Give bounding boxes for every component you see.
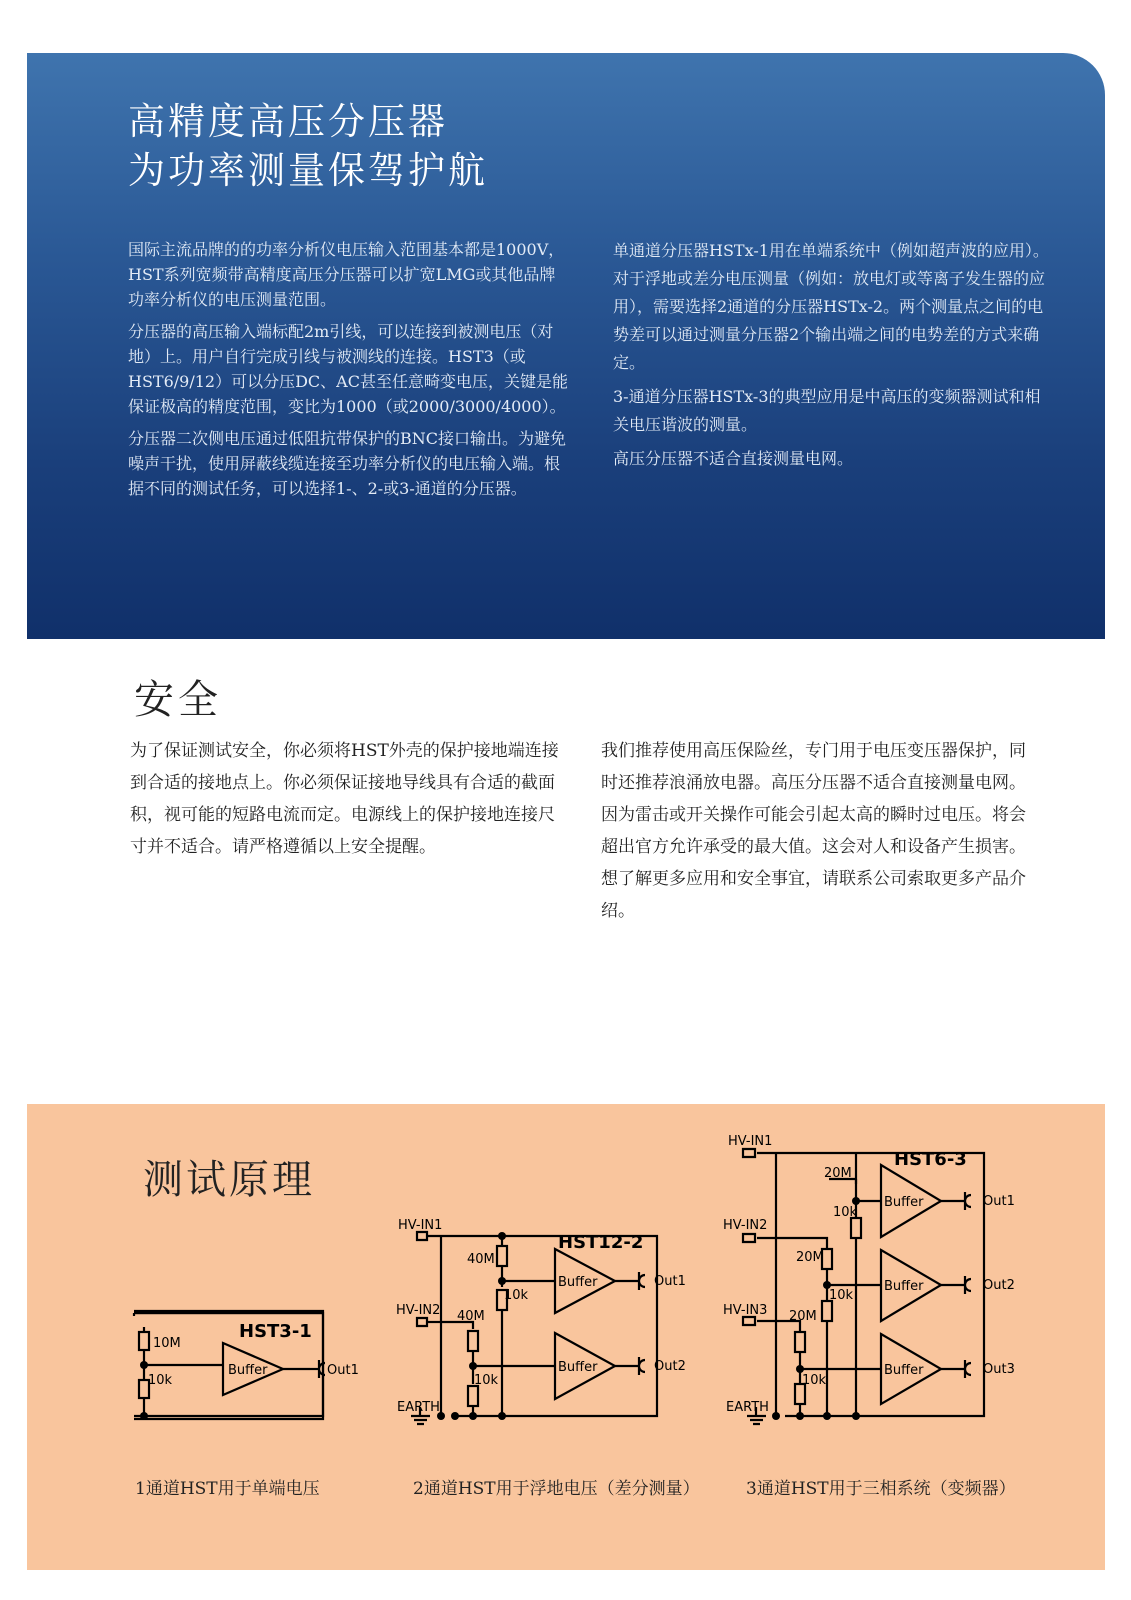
hero-paragraph: 分压器的高压输入端标配2m引线，可以连接到被测电压（对地）上。用户自行完成引线与被测线的连接。HST3（或HST6/9/12）可以分压DC、AC甚至任意畸变电压，关键是能保证极高的精度范围，变比为1000（或2000/3000/4000）。	[128, 322, 568, 416]
circuit-diagrams	[27, 1104, 1105, 1570]
hst12-2-in1: HV-IN1	[398, 1218, 443, 1233]
principle-title: 测试原理	[143, 1157, 315, 1203]
diagram1-caption: 1通道HST用于单端电压	[135, 1479, 320, 1499]
hero-banner	[27, 53, 1105, 639]
hero-title	[128, 97, 488, 195]
hst6-3-r3-low: 10k	[802, 1373, 827, 1388]
hst6-3-r2-high: 20M	[796, 1250, 824, 1265]
hst3-1-out1: Out1	[327, 1363, 359, 1378]
hst12-2-in2: HV-IN2	[396, 1303, 441, 1318]
hero-title-line2: 为功率测量保驾护航	[128, 149, 488, 192]
hero-right-column	[613, 237, 1053, 479]
hst3-1-buffer: Buffer	[228, 1363, 268, 1378]
diagram3-caption: 3通道HST用于三相系统（变频器）	[746, 1479, 1016, 1499]
hst6-3-buffer1: Buffer	[884, 1195, 924, 1210]
safety-left-text: 为了保证测试安全，你必须将HST外壳的保护接地端连接到合适的接地点上。你必须保证接地导线具有合适的截面积，视可能的短路电流而定。电源线上的保护接地连接尺寸并不适合。请严格遵循以上安全提醒。	[130, 741, 559, 857]
safety-title: 安全	[134, 677, 222, 723]
hst12-2-r1-low: 10k	[504, 1288, 529, 1303]
hst12-2-buffer1: Buffer	[558, 1275, 598, 1290]
hst6-3-out1: Out1	[983, 1194, 1015, 1209]
hst3-1-r-low: 10k	[148, 1373, 173, 1388]
hst6-3-buffer2: Buffer	[884, 1279, 924, 1294]
hero-paragraph: 3-通道分压器HSTx-3的典型应用是中高压的变频器测试和相关电压谐波的测量。	[613, 387, 1041, 434]
hst12-2-out2: Out2	[654, 1359, 686, 1374]
hero-paragraph: 高压分压器不适合直接测量电网。	[613, 449, 854, 468]
hst3-1-model: HST3-1	[239, 1321, 312, 1342]
hst6-3-r1-high: 20M	[824, 1166, 852, 1181]
hero-left-column	[128, 237, 568, 508]
hst6-3-r2-low: 10k	[829, 1288, 854, 1303]
diagram-hst12-2	[411, 1236, 657, 1424]
hst6-3-in2: HV-IN2	[723, 1218, 768, 1233]
hst6-3-model: HST6-3	[894, 1149, 967, 1170]
hero-paragraph: 单通道分压器HSTx-1用在单端系统中（例如超声波的应用）。对于浮地或差分电压测量（例如：放电灯或等离子发生器的应用），需要选择2通道的分压器HSTx-2。两个测量点之间的电势差可以通过测量分压器2个输出端之间的电势差的方式来确定。	[613, 241, 1049, 372]
hst12-2-buffer2: Buffer	[558, 1360, 598, 1375]
hst12-2-earth: EARTH	[397, 1400, 440, 1415]
hero-paragraph: 国际主流品牌的的功率分析仪电压输入范围基本都是1000V，HST系列宽频带高精度高压分压器可以扩宽LMG或其他品牌功率分析仪的电压测量范围。	[128, 240, 565, 309]
hst6-3-in3: HV-IN3	[723, 1303, 768, 1318]
test-principle-section	[27, 1104, 1105, 1570]
hst12-2-out1: Out1	[654, 1274, 686, 1289]
hst6-3-earth: EARTH	[726, 1400, 769, 1415]
hst6-3-buffer3: Buffer	[884, 1363, 924, 1378]
hst12-2-r2-high: 40M	[457, 1309, 485, 1324]
hst6-3-in1: HV-IN1	[728, 1134, 773, 1149]
hst6-3-out3: Out3	[983, 1362, 1015, 1377]
safety-right-text: 我们推荐使用高压保险丝，专门用于电压变压器保护，同时还推荐浪涌放电器。高压分压器不适合直接测量电网。因为雷击或开关操作可能会引起太高的瞬时过电压。将会超出官方允许承受的最大值。这会对人和设备产生损害。想了解更多应用和安全事宜，请联系公司索取更多产品介绍。	[601, 741, 1026, 921]
diagram2-caption: 2通道HST用于浮地电压（差分测量）	[413, 1479, 700, 1499]
hst6-3-out2: Out2	[983, 1278, 1015, 1293]
hst6-3-r1-low: 10k	[833, 1205, 858, 1220]
hst12-2-r2-low: 10k	[474, 1373, 499, 1388]
hst12-2-r1-high: 40M	[467, 1252, 495, 1267]
hst3-1-r-high: 10M	[153, 1336, 181, 1351]
hst12-2-model: HST12-2	[558, 1232, 644, 1253]
hero-title-line1: 高精度高压分压器	[128, 100, 448, 143]
hst6-3-r3-high: 20M	[789, 1309, 817, 1324]
diagram-hst6-3	[747, 1153, 984, 1424]
hero-paragraph: 分压器二次侧电压通过低阻抗带保护的BNC接口输出。为避免噪声干扰，使用屏蔽线缆连接至功率分析仪的电压输入端。根据不同的测试任务，可以选择1-、2-或3-通道的分压器。	[128, 429, 567, 498]
